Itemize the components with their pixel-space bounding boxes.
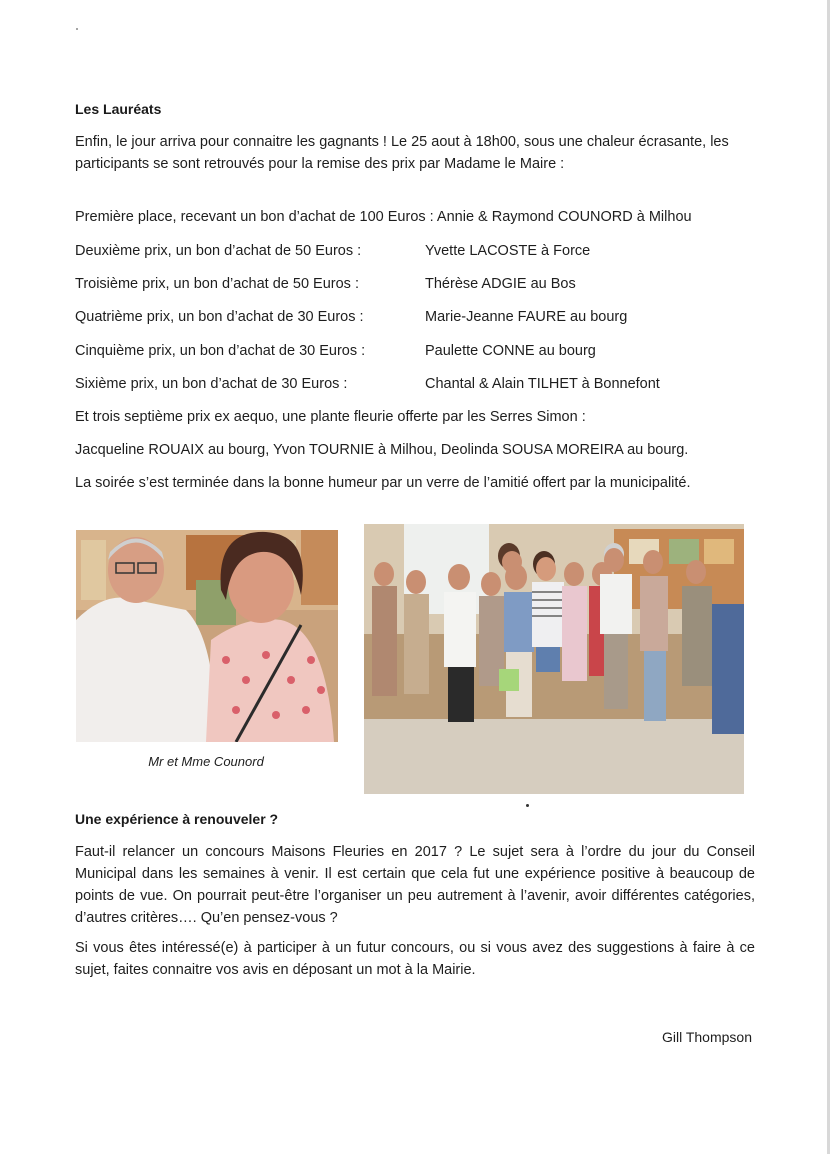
prize-label: Cinquième prix, un bon d’achat de 30 Euros : — [75, 343, 366, 359]
section-title-laureats: Les Lauréats — [75, 101, 162, 117]
prize-row — [75, 376, 755, 398]
prize-label: Sixième prix, un bon d’achat de 30 Euros : — [75, 376, 348, 392]
seventh-prize-intro: Et trois septième prix ex aequo, une plante fleurie offerte par les Serres Simon : — [75, 409, 586, 425]
prize-row — [75, 309, 755, 331]
photo-counord-image — [76, 530, 338, 742]
first-prize-line: Première place, recevant un bon d’achat de 100 Euros : Annie & Raymond COUNORD à Milhou — [75, 209, 692, 225]
closing-line: La soirée s’est terminée dans la bonne humeur par un verre de l’amitié offert par la municipalité. — [75, 475, 691, 491]
author-signature: Gill Thompson — [661, 1029, 752, 1045]
prize-row — [75, 343, 755, 365]
photo-caption: Mr et Mme Counord — [148, 754, 264, 769]
experience-paragraph-2: Si vous êtes intéressé(e) à participer à un futur concours, ou si vous avez des suggestions à faire à ce sujet, faites connaitre vos avis en déposant un mot à la Mairie. — [75, 940, 755, 978]
experience-paragraph-1: Faut-il relancer un concours Maisons Fleuries en 2017 ? Le sujet sera à l’ordre du jour du Conseil Municipal dans les semaines à venir. Il est certain que cela fut une expérience positive à beaucoup de points de vue. On pourrait peut-être l’organiser un peu autrement à l’avenir, avoir différentes catégories, d’autres critères…. Qu’en pensez-vous ? — [75, 844, 755, 926]
seventh-prize-winners: Jacqueline ROUAIX au bourg, Yvon TOURNIE à Milhou, Deolinda SOUSA MOREIRA au bourg. — [75, 442, 689, 458]
photo-group — [364, 524, 744, 794]
scan-speck — [76, 28, 78, 30]
prize-winner: Marie-Jeanne FAURE au bourg — [425, 309, 628, 325]
prize-winner: Chantal & Alain TILHET à Bonnefont — [425, 376, 660, 392]
intro-paragraph: Enfin, le jour arriva pour connaitre les gagnants ! Le 25 aout à 18h00, sous une chaleur écrasante, les participants se sont retrouvés pour la remise des prix par Madame le Maire : — [75, 134, 729, 172]
prize-winner: Thérèse ADGIE au Bos — [425, 276, 576, 292]
prize-winner: Paulette CONNE au bourg — [425, 343, 596, 359]
prize-label: Deuxième prix, un bon d’achat de 50 Euros : — [75, 243, 362, 259]
section-title-experience: Une expérience à renouveler ? — [75, 811, 279, 827]
prize-winner: Yvette LACOSTE à Force — [425, 243, 591, 259]
photo-counord — [76, 530, 338, 742]
photo-group-image — [364, 524, 744, 794]
prize-row — [75, 243, 755, 265]
prize-label: Troisième prix, un bon d’achat de 50 Euros : — [75, 276, 359, 292]
prize-label: Quatrième prix, un bon d’achat de 30 Euros : — [75, 309, 364, 325]
prize-row — [75, 276, 755, 298]
scan-dot — [526, 804, 529, 807]
